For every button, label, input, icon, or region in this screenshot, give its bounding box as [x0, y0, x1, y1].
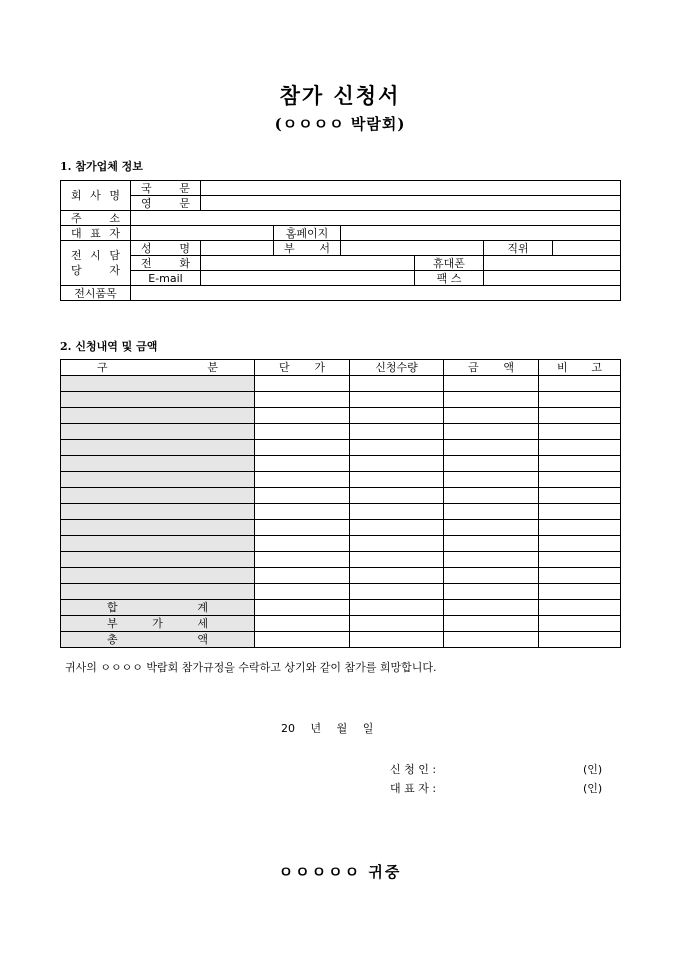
- korean-name-field[interactable]: [201, 181, 621, 196]
- table-row: [61, 520, 621, 536]
- homepage-field[interactable]: [341, 226, 621, 241]
- agreement-statement: 귀사의 ㅇㅇㅇㅇ 박람회 참가규정을 수락하고 상기와 같이 참가를 희망합니다.: [65, 661, 437, 674]
- table-cell[interactable]: [255, 536, 350, 552]
- english-name-field[interactable]: [201, 196, 621, 211]
- position-label: 직위: [484, 241, 553, 256]
- table-cell[interactable]: [539, 376, 621, 392]
- table-cell[interactable]: [255, 456, 350, 472]
- table-cell[interactable]: [539, 408, 621, 424]
- table-cell[interactable]: [255, 552, 350, 568]
- table-cell[interactable]: [539, 424, 621, 440]
- application-table: [60, 359, 621, 648]
- table-cell[interactable]: [61, 584, 255, 600]
- fax-label: 팩 스: [415, 271, 484, 286]
- table-cell[interactable]: [255, 568, 350, 584]
- table-cell[interactable]: [444, 440, 539, 456]
- total-label: 총 액: [61, 632, 255, 648]
- table-cell[interactable]: [255, 632, 350, 648]
- page-title: 참가 신청서: [279, 83, 401, 108]
- table-cell[interactable]: [350, 584, 444, 600]
- exhibit-items-label: 전시품목: [61, 286, 131, 301]
- contact-person-label: 전 시 담 당 자: [61, 241, 131, 286]
- table-cell[interactable]: [350, 616, 444, 632]
- table-cell[interactable]: [539, 584, 621, 600]
- table-cell[interactable]: [444, 632, 539, 648]
- contact-name-field[interactable]: [201, 241, 274, 256]
- applicant-seal: (인): [583, 763, 603, 776]
- table-cell[interactable]: [350, 472, 444, 488]
- table-cell[interactable]: [255, 520, 350, 536]
- homepage-label: 홈페이지: [274, 226, 341, 241]
- mobile-field[interactable]: [484, 256, 621, 271]
- table-cell[interactable]: [350, 424, 444, 440]
- header-amount: 금 액: [444, 360, 539, 376]
- table-cell[interactable]: [350, 376, 444, 392]
- email-field[interactable]: [201, 271, 415, 286]
- vat-row: [61, 616, 621, 632]
- vat-label: 부 가 세: [61, 616, 255, 632]
- table-cell[interactable]: [61, 504, 255, 520]
- exhibit-items-field[interactable]: [131, 286, 621, 301]
- table-cell[interactable]: [350, 392, 444, 408]
- table-cell[interactable]: [255, 616, 350, 632]
- table-cell[interactable]: [61, 456, 255, 472]
- table-cell[interactable]: [61, 568, 255, 584]
- table-cell[interactable]: [444, 504, 539, 520]
- subtotal-label: 합 계: [61, 600, 255, 616]
- header-remarks: 비 고: [539, 360, 621, 376]
- table-cell[interactable]: [350, 552, 444, 568]
- company-info-table: [60, 180, 621, 301]
- table-cell[interactable]: [444, 552, 539, 568]
- table-row: [61, 552, 621, 568]
- address-field[interactable]: [131, 211, 621, 226]
- table-cell[interactable]: [255, 424, 350, 440]
- table-cell[interactable]: [444, 600, 539, 616]
- table-cell[interactable]: [539, 504, 621, 520]
- table-cell[interactable]: [539, 520, 621, 536]
- table-cell[interactable]: [61, 376, 255, 392]
- ceo-seal: (인): [583, 782, 603, 795]
- korean-name-label: 국 문: [131, 181, 201, 196]
- table-cell[interactable]: [350, 568, 444, 584]
- table-cell[interactable]: [444, 488, 539, 504]
- header-unit-price: 단 가: [255, 360, 350, 376]
- table-cell[interactable]: [255, 408, 350, 424]
- table-cell[interactable]: [539, 392, 621, 408]
- table-cell[interactable]: [444, 424, 539, 440]
- table-row: [61, 408, 621, 424]
- table-cell[interactable]: [539, 632, 621, 648]
- table-cell[interactable]: [255, 440, 350, 456]
- table-row: [61, 504, 621, 520]
- table-cell[interactable]: [61, 520, 255, 536]
- table-row: [61, 568, 621, 584]
- email-label: E-mail: [131, 271, 201, 286]
- address-label: 주 소: [61, 211, 131, 226]
- total-row: [61, 632, 621, 648]
- table-cell[interactable]: [255, 392, 350, 408]
- phone-label: 전 화: [131, 256, 201, 271]
- table-row: [61, 440, 621, 456]
- table-cell[interactable]: [255, 504, 350, 520]
- table-cell[interactable]: [444, 456, 539, 472]
- table-cell[interactable]: [350, 632, 444, 648]
- table-header-row: [61, 360, 621, 376]
- table-row: [61, 376, 621, 392]
- table-cell[interactable]: [444, 392, 539, 408]
- page-subtitle: (ㅇㅇㅇㅇ 박람회): [274, 115, 406, 133]
- table-cell[interactable]: [539, 568, 621, 584]
- table-cell[interactable]: [539, 600, 621, 616]
- english-name-label: 영 문: [131, 196, 201, 211]
- subtotal-row: [61, 600, 621, 616]
- table-cell[interactable]: [255, 600, 350, 616]
- table-cell[interactable]: [350, 408, 444, 424]
- table-row: [61, 456, 621, 472]
- section2-heading: 2. 신청내역 및 금액: [60, 340, 158, 353]
- header-category: 구 분: [61, 360, 255, 376]
- table-cell[interactable]: [255, 488, 350, 504]
- table-cell[interactable]: [444, 472, 539, 488]
- ceo-label: 대 표 자: [61, 226, 131, 241]
- table-cell[interactable]: [539, 488, 621, 504]
- table-cell[interactable]: [444, 408, 539, 424]
- header-quantity: 신청수량: [350, 360, 444, 376]
- table-cell[interactable]: [444, 520, 539, 536]
- table-cell[interactable]: [61, 552, 255, 568]
- department-field[interactable]: [341, 241, 484, 256]
- table-cell[interactable]: [350, 536, 444, 552]
- table-row: [61, 392, 621, 408]
- fax-field[interactable]: [484, 271, 621, 286]
- table-cell[interactable]: [350, 520, 444, 536]
- table-row: [61, 584, 621, 600]
- table-cell[interactable]: [539, 440, 621, 456]
- table-cell[interactable]: [61, 488, 255, 504]
- table-cell[interactable]: [539, 472, 621, 488]
- table-cell[interactable]: [539, 552, 621, 568]
- table-cell[interactable]: [61, 424, 255, 440]
- table-cell[interactable]: [255, 472, 350, 488]
- table-cell[interactable]: [61, 440, 255, 456]
- table-cell[interactable]: [444, 376, 539, 392]
- company-name-label: 회 사 명: [61, 181, 131, 211]
- contact-name-label: 성 명: [131, 241, 201, 256]
- table-cell[interactable]: [444, 536, 539, 552]
- signature-ceo-label: 대 표 자 :: [390, 782, 437, 795]
- phone-field[interactable]: [201, 256, 415, 271]
- section1-heading: 1. 참가업체 정보: [60, 160, 143, 173]
- table-cell[interactable]: [350, 440, 444, 456]
- table-cell[interactable]: [61, 408, 255, 424]
- table-row: [61, 536, 621, 552]
- table-cell[interactable]: [350, 488, 444, 504]
- date-line: 20 년 월 일: [281, 722, 374, 735]
- table-row: [61, 472, 621, 488]
- table-row: [61, 424, 621, 440]
- applicant-label: 신 청 인 :: [390, 763, 437, 776]
- table-cell[interactable]: [444, 584, 539, 600]
- table-cell[interactable]: [350, 600, 444, 616]
- table-cell[interactable]: [61, 536, 255, 552]
- table-cell[interactable]: [255, 584, 350, 600]
- table-cell[interactable]: [539, 616, 621, 632]
- table-cell[interactable]: [539, 536, 621, 552]
- recipient-footer: ㅇㅇㅇㅇㅇ 귀중: [278, 863, 402, 881]
- mobile-label: 휴대폰: [415, 256, 484, 271]
- position-field[interactable]: [553, 241, 621, 256]
- table-cell[interactable]: [350, 456, 444, 472]
- ceo-field[interactable]: [131, 226, 274, 241]
- table-cell[interactable]: [350, 504, 444, 520]
- table-cell[interactable]: [61, 472, 255, 488]
- table-cell[interactable]: [444, 568, 539, 584]
- table-cell[interactable]: [539, 456, 621, 472]
- table-row: [61, 488, 621, 504]
- table-cell[interactable]: [255, 376, 350, 392]
- table-cell[interactable]: [61, 392, 255, 408]
- department-label: 부 서: [274, 241, 341, 256]
- table-cell[interactable]: [444, 616, 539, 632]
